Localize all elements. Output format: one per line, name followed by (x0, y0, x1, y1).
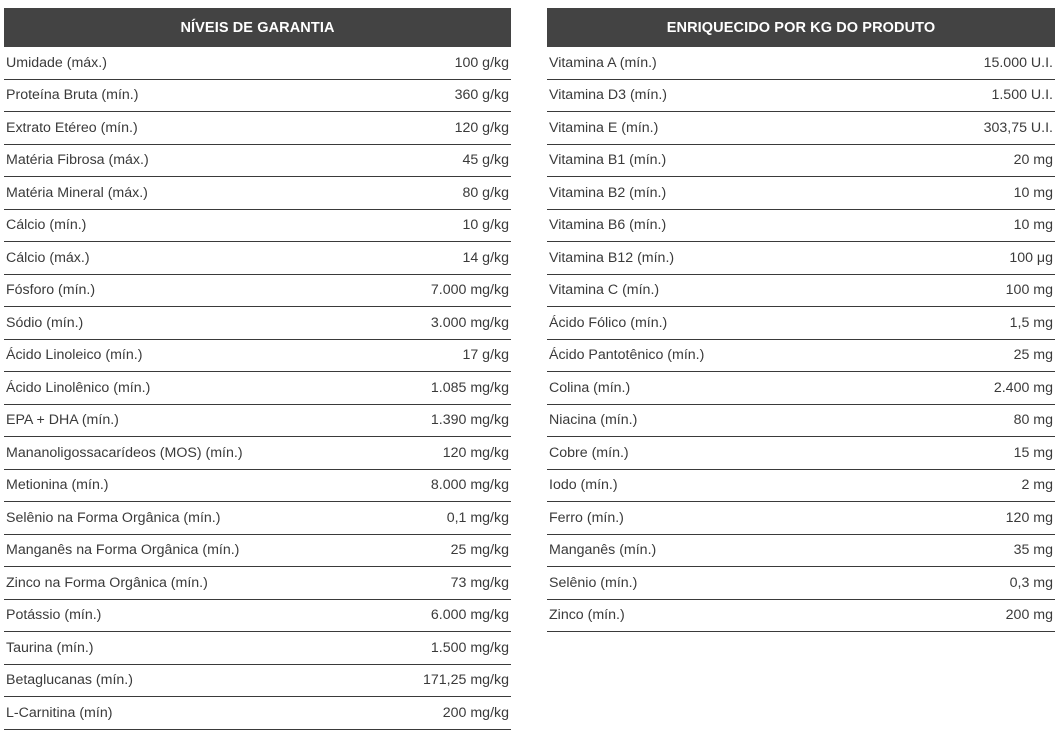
enriquecido-por-kg-table (547, 8, 1055, 632)
row-label: Colina (mín.) (549, 379, 631, 396)
row-value: 73 mg/kg (450, 574, 509, 591)
row-value: 80 mg (1013, 412, 1053, 429)
table-row (547, 307, 1055, 340)
row-label: Vitamina B2 (mín.) (549, 184, 667, 201)
table-row (4, 340, 511, 373)
row-value: 0,3 mg (1009, 574, 1053, 591)
table-row (4, 437, 511, 470)
table-body (547, 47, 1055, 632)
table-row (4, 47, 511, 80)
table-header: NÍVEIS DE GARANTIA (4, 8, 511, 47)
table-row (547, 112, 1055, 145)
table-header: ENRIQUECIDO POR KG DO PRODUTO (547, 8, 1055, 47)
table-row (4, 535, 511, 568)
row-label: Cálcio (máx.) (6, 249, 90, 266)
row-label: EPA + DHA (mín.) (6, 412, 119, 429)
row-label: Potássio (mín.) (6, 607, 102, 624)
row-value: 17 g/kg (462, 347, 509, 364)
row-label: Vitamina D3 (mín.) (549, 87, 668, 104)
table-row (547, 210, 1055, 243)
table-row (4, 307, 511, 340)
table-row (4, 632, 511, 665)
row-value: 6.000 mg/kg (430, 607, 509, 624)
table-row (547, 80, 1055, 113)
row-label: Ácido Linolênico (mín.) (6, 379, 151, 396)
row-label: L-Carnitina (mín) (6, 704, 113, 721)
row-label: Ácido Pantotênico (mín.) (549, 347, 705, 364)
row-label: Ferro (mín.) (549, 509, 624, 526)
row-value: 1.390 mg/kg (430, 412, 509, 429)
row-value: 3.000 mg/kg (430, 314, 509, 331)
row-label: Vitamina C (mín.) (549, 282, 660, 299)
table-row (4, 405, 511, 438)
row-value: 25 mg (1013, 347, 1053, 364)
row-value: 120 mg/kg (442, 444, 509, 461)
row-value: 200 mg (1005, 607, 1053, 624)
row-value: 100 mg (1005, 282, 1053, 299)
table-row (547, 145, 1055, 178)
table-row (4, 177, 511, 210)
row-label: Selênio na Forma Orgânica (mín.) (6, 509, 221, 526)
row-value: 35 mg (1013, 542, 1053, 559)
table-row (547, 567, 1055, 600)
table-row (547, 470, 1055, 503)
table-row (4, 210, 511, 243)
row-value: 1,5 mg (1009, 314, 1053, 331)
row-label: Sódio (mín.) (6, 314, 84, 331)
row-value: 15 mg (1013, 444, 1053, 461)
table-row (547, 47, 1055, 80)
row-value: 1.500 mg/kg (430, 639, 509, 656)
table-row (4, 697, 511, 730)
row-value: 10 g/kg (462, 217, 509, 234)
row-label: Iodo (mín.) (549, 477, 618, 494)
row-value: 25 mg/kg (450, 542, 509, 559)
row-label: Betaglucanas (mín.) (6, 672, 133, 689)
row-value: 171,25 mg/kg (423, 672, 509, 689)
table-row (547, 372, 1055, 405)
row-label: Ácido Linoleico (mín.) (6, 347, 143, 364)
row-label: Cobre (mín.) (549, 444, 629, 461)
row-value: 120 g/kg (454, 119, 509, 136)
row-label: Vitamina E (mín.) (549, 119, 659, 136)
row-value: 1.085 mg/kg (430, 379, 509, 396)
row-label: Selênio (mín.) (549, 574, 638, 591)
table-row (4, 112, 511, 145)
table-row (4, 372, 511, 405)
row-label: Matéria Mineral (máx.) (6, 184, 148, 201)
table-row (4, 242, 511, 275)
row-label: Taurina (mín.) (6, 639, 94, 656)
table-row (547, 177, 1055, 210)
row-value: 2.400 mg (993, 379, 1053, 396)
table-row (547, 535, 1055, 568)
row-label: Extrato Etéreo (mín.) (6, 119, 138, 136)
row-label: Matéria Fibrosa (máx.) (6, 152, 149, 169)
table-row (4, 145, 511, 178)
row-label: Umidade (máx.) (6, 54, 107, 71)
row-value: 120 mg (1005, 509, 1053, 526)
table-row (547, 405, 1055, 438)
table-row (547, 502, 1055, 535)
table-body (4, 47, 511, 730)
table-row (547, 340, 1055, 373)
row-label: Mananoligossacarídeos (MOS) (mín.) (6, 444, 243, 461)
row-label: Zinco (mín.) (549, 607, 625, 624)
table-row (4, 567, 511, 600)
row-value: 1.500 U.I. (991, 87, 1053, 104)
table-row (4, 80, 511, 113)
table-row (4, 470, 511, 503)
table-row (4, 665, 511, 698)
row-value: 10 mg (1013, 217, 1053, 234)
niveis-de-garantia-table (4, 8, 511, 730)
row-label: Vitamina B12 (mín.) (549, 249, 675, 266)
table-row (547, 275, 1055, 308)
table-row (4, 502, 511, 535)
row-label: Zinco na Forma Orgânica (mín.) (6, 574, 208, 591)
row-value: 100 μg (1009, 249, 1053, 266)
row-label: Manganês (mín.) (549, 542, 657, 559)
row-value: 15.000 U.I. (983, 54, 1053, 71)
table-row (4, 275, 511, 308)
row-value: 10 mg (1013, 184, 1053, 201)
row-label: Fósforo (mín.) (6, 282, 96, 299)
row-value: 8.000 mg/kg (430, 477, 509, 494)
row-label: Vitamina B1 (mín.) (549, 152, 667, 169)
row-label: Ácido Fólico (mín.) (549, 314, 668, 331)
table-row (547, 600, 1055, 633)
row-value: 0,1 mg/kg (446, 509, 509, 526)
row-label: Vitamina A (mín.) (549, 54, 657, 71)
row-value: 45 g/kg (462, 152, 509, 169)
row-label: Niacina (mín.) (549, 412, 638, 429)
row-value: 200 mg/kg (442, 704, 509, 721)
row-value: 303,75 U.I. (983, 119, 1053, 136)
row-value: 20 mg (1013, 152, 1053, 169)
row-label: Proteína Bruta (mín.) (6, 87, 139, 104)
table-row (547, 437, 1055, 470)
table-row (547, 242, 1055, 275)
row-label: Metionina (mín.) (6, 477, 109, 494)
row-value: 360 g/kg (454, 87, 509, 104)
row-value: 80 g/kg (462, 184, 509, 201)
row-label: Manganês na Forma Orgânica (mín.) (6, 542, 240, 559)
row-value: 7.000 mg/kg (430, 282, 509, 299)
table-row (4, 600, 511, 633)
row-value: 100 g/kg (454, 54, 509, 71)
row-label: Cálcio (mín.) (6, 217, 87, 234)
row-label: Vitamina B6 (mín.) (549, 217, 667, 234)
row-value: 14 g/kg (462, 249, 509, 266)
row-value: 2 mg (1021, 477, 1053, 494)
